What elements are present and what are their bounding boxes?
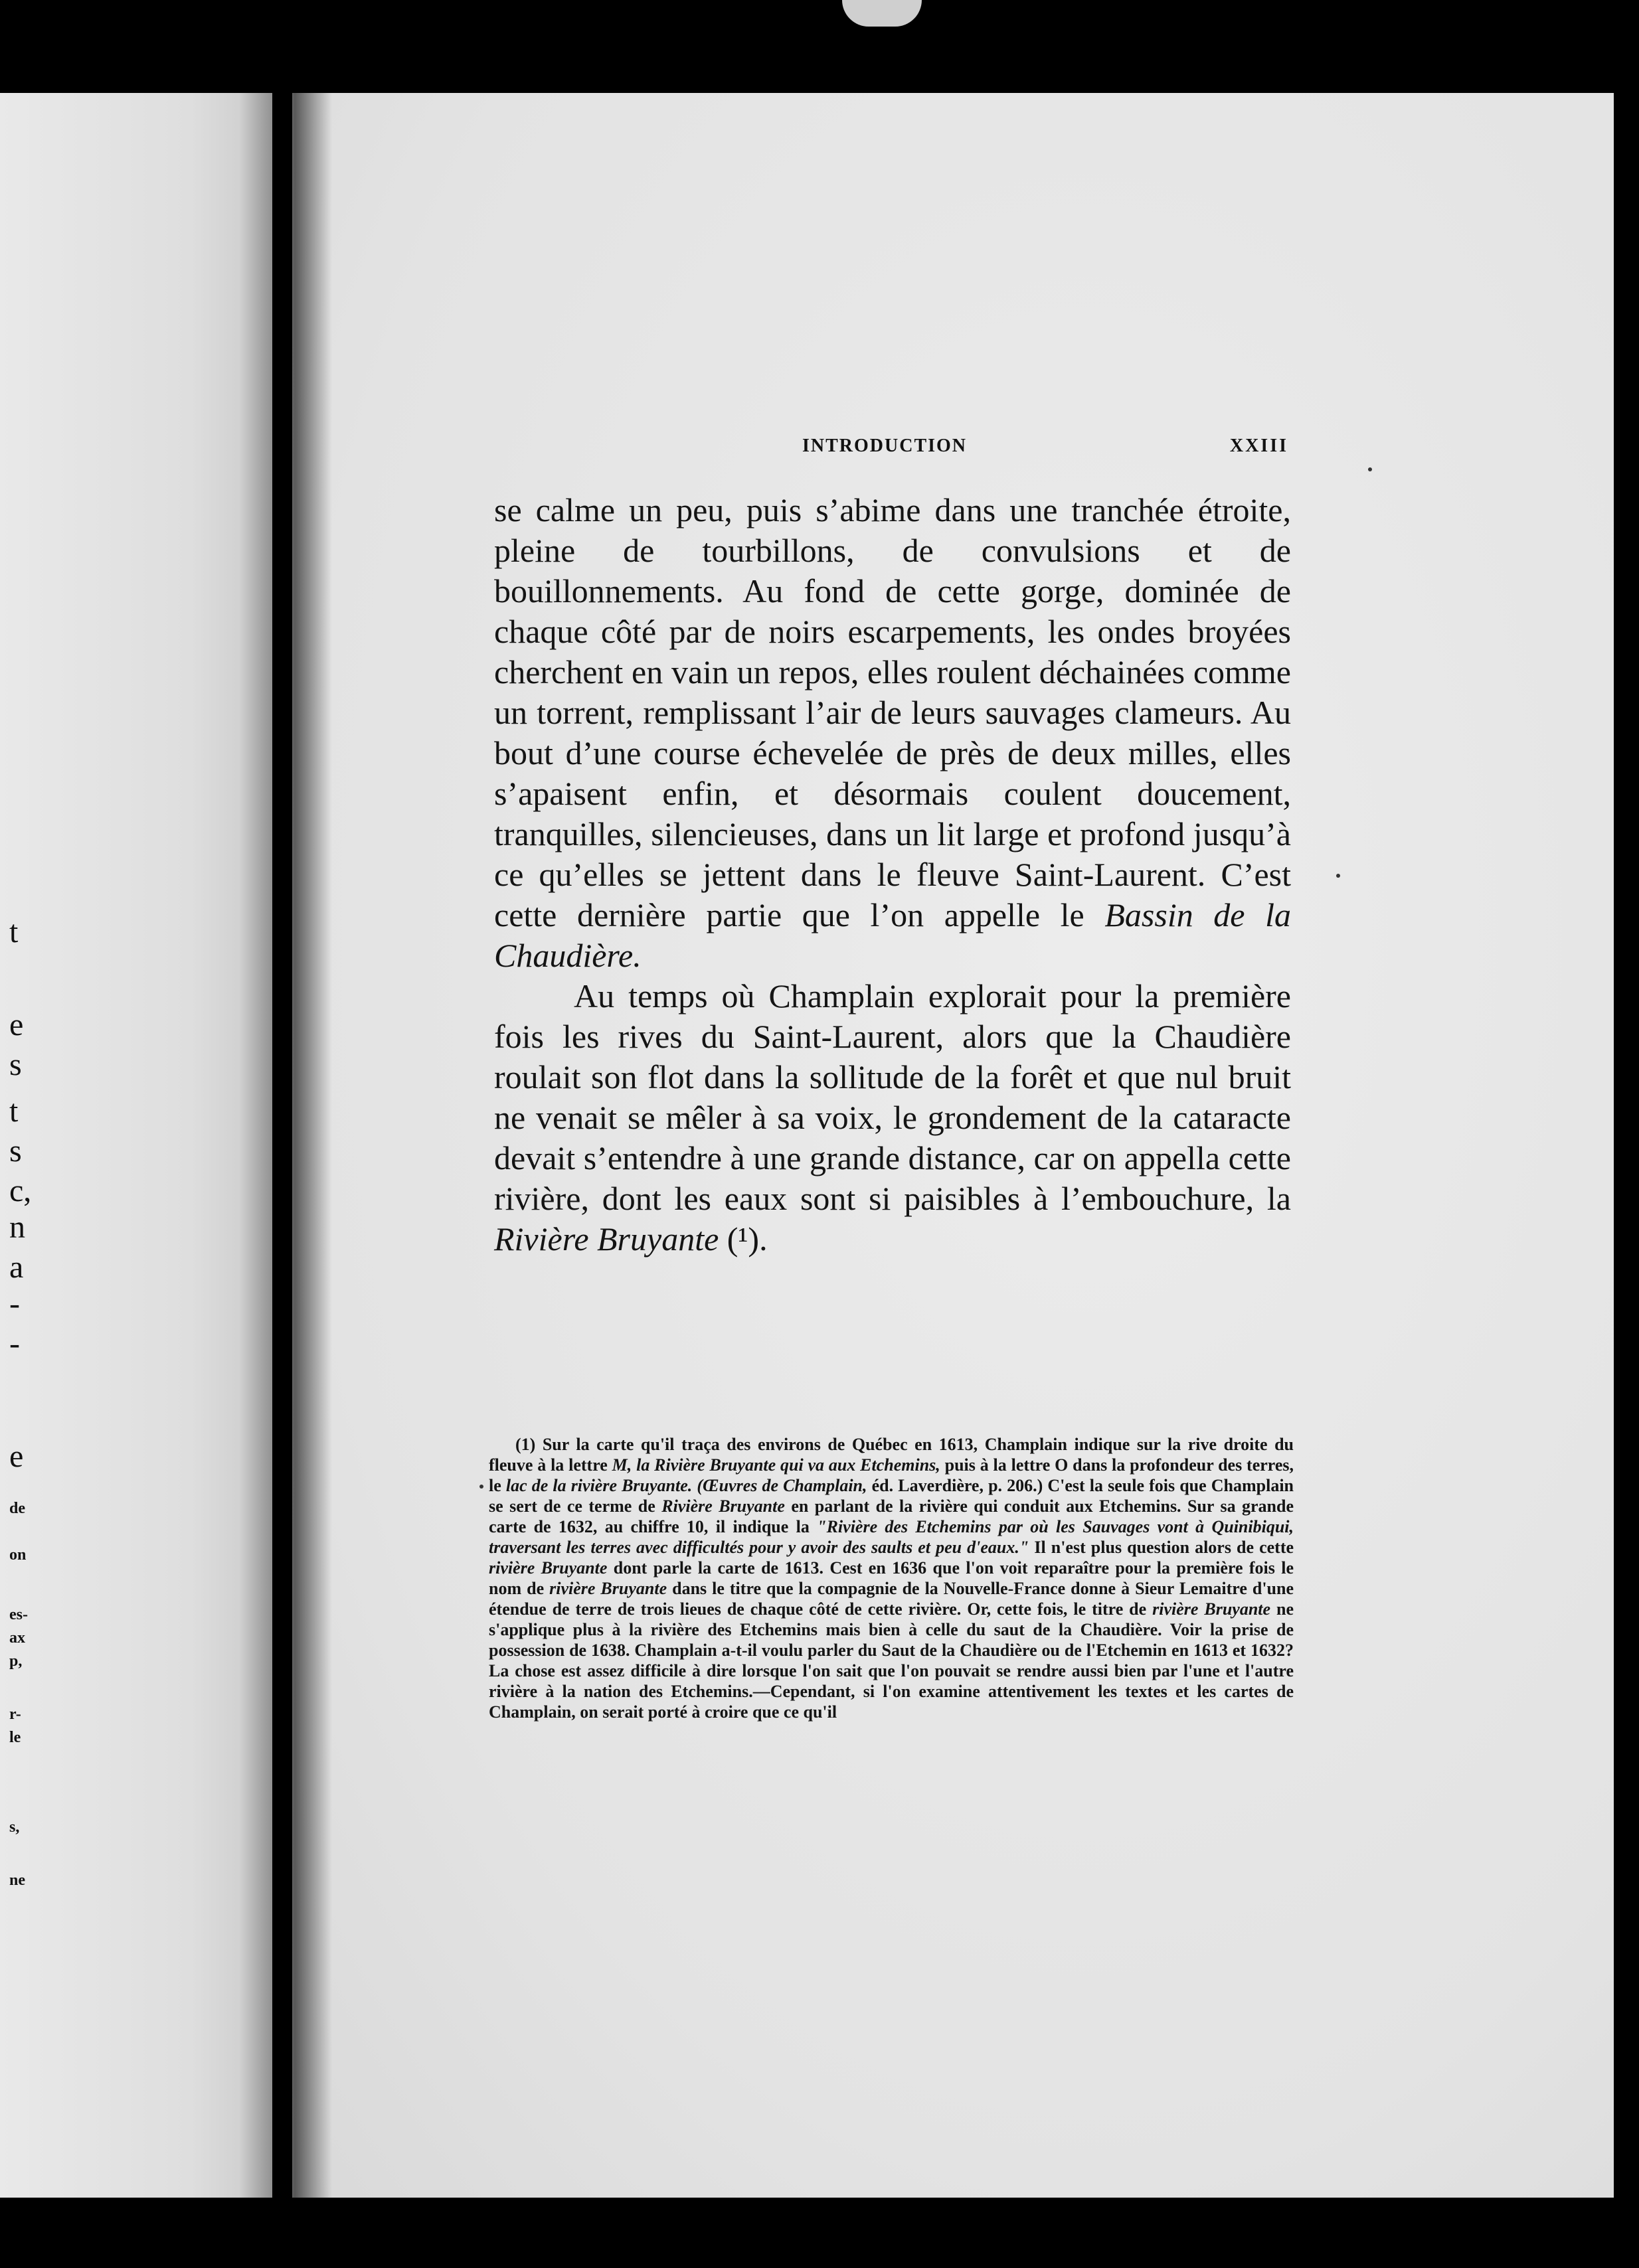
speck — [1368, 467, 1372, 471]
italic-term: Rivière Bruyante — [494, 1220, 719, 1257]
edge-fragment: ax — [9, 1629, 25, 1647]
facing-page — [0, 93, 272, 2198]
footnote-segment: Il n'est plus question alors de cette — [1034, 1538, 1294, 1557]
edge-fragment: t — [9, 1094, 19, 1129]
footnote — [489, 1434, 1294, 1722]
edge-fragment: es- — [9, 1606, 28, 1623]
edge-fragment: s — [9, 1133, 22, 1169]
italic-term: Bassin de la Chaudière. — [494, 896, 1291, 974]
page-number: XXIII — [1229, 436, 1288, 456]
edge-fragment: e — [9, 1007, 24, 1042]
footnote-segment: en parlant de la rivière qui conduit aux Etchemins. Sur sa grande carte de 1632, au chiffre 10, il indique la — [489, 1497, 1294, 1536]
edge-fragment: r- — [9, 1706, 21, 1723]
main-text — [494, 490, 1291, 1259]
edge-fragment: le — [9, 1729, 21, 1746]
footnote-italic: "Rivière des Etchemins par où les Sauvages vont à Quinibiqui, traversant les terres avec difficultés pour y avoir des saults et peu d'eaux." — [489, 1517, 1294, 1557]
gutter-shadow — [239, 93, 332, 2198]
edge-fragment: e — [9, 1439, 24, 1474]
scan-border — [0, 2198, 1639, 2268]
footnote-segment: ne s'applique plus à la rivière des Etchemins mais bien à celle du saut de la Chaudière. Voir la prise de possession de 1638. Champlain a-t-il voulu parler du Saut de la Chaudière ou de l'Etchemin en 1613 et 1632? La chose est assez difficile à dire lorsque l'on sait que l'on pouvait se rendre aussi bien par l'une et l'autre rivière à la nation des Etchemins.—Cependant, si l'on examine attentivement les textes et les cartes de Champlain, on serait porté à croire que ce qu'il — [489, 1599, 1294, 1722]
footnote-italic: lac de la rivière Bruyante. (Œuvres de Champlain, — [505, 1476, 867, 1495]
footnote-segment: (1) Sur la carte qu'il traça des environs de Québec en 1613, Champlain indique sur la rive droite du fleuve à la lettre — [489, 1435, 1294, 1475]
footnote-italic: rivière Bruyante — [489, 1558, 608, 1578]
footnote-segment: éd. Laverdière, p. 206.) C'est la seule fois que Champlain se sert de ce terme de — [489, 1476, 1294, 1516]
edge-fragment: n — [9, 1210, 25, 1245]
page-header — [797, 436, 1288, 462]
edge-fragment: p, — [9, 1653, 23, 1670]
footnote-text — [489, 1434, 1294, 1722]
edge-fragment: de — [9, 1500, 25, 1517]
edge-fragment: on — [9, 1546, 27, 1564]
footnote-italic: rivière Bruyante — [549, 1579, 667, 1598]
edge-fragment: a — [9, 1250, 24, 1285]
footnote-reference: (¹). — [727, 1220, 768, 1257]
edge-fragment: s, — [9, 1819, 20, 1836]
footnote-segment: dans le titre que la compagnie de la Nouvelle-France donne à Sieur Lemaitre d'une étendue de terre de trois lieues de chaque côté de cette rivière. Or, cette fois, le titre de — [489, 1579, 1294, 1619]
edge-fragment: - — [9, 1286, 20, 1321]
footnote-segment: dont parle la carte de 1613. Cest en 1636 que l'on voit reparaître pour la première fois le nom de — [489, 1558, 1294, 1598]
edge-fragment: c, — [9, 1173, 32, 1208]
footnote-italic: rivière Bruyante — [1152, 1599, 1271, 1619]
paragraph-text: se calme un peu, puis s’abime dans une tranchée étroite, pleine de tourbillons, de convulsions et de bouillonnements. Au fond de cette gorge, dominée de chaque côté par de noirs escarpements, les ondes broyées cherchent en vain un repos, elles roulent déchainées comme un torrent, remplissant l’air de leurs sauvages clameurs. Au bout d’une course échevelée de près de deux milles, elles s’apaisent enfin, et désormais coulent doucement, tranquilles, silencieuses, dans un lit large et profond jusqu’à ce qu’elles se jettent dans le fleuve Saint-Laurent. C’est cette dernière partie que l’on appelle le — [494, 491, 1291, 933]
paragraph — [494, 490, 1291, 976]
paragraph-text: Au temps où Champlain explorait pour la première fois les rives du Saint-Laurent, alors que la Chaudière roulait son flot dans la sollitude de la forêt et que nul bruit ne venait se mêler à sa voix, le grondement de la cataracte devait s’entendre à une grande distance, car on appella cette rivière, dont les eaux sont si paisibles à l’embouchure, la — [494, 977, 1291, 1217]
running-title: INTRODUCTION — [802, 436, 968, 456]
footnote-italic: M, la Rivière Bruyante qui va aux Etchemins, — [612, 1455, 940, 1475]
edge-fragment: s — [9, 1047, 22, 1082]
speck — [479, 1485, 483, 1489]
speck — [1336, 874, 1340, 878]
footnote-italic: Rivière Bruyante — [661, 1497, 785, 1516]
edge-fragment: ne — [9, 1872, 25, 1889]
edge-fragment: t — [9, 914, 19, 949]
edge-fragment: - — [9, 1326, 20, 1361]
scan-artifact — [842, 0, 922, 27]
paragraph — [494, 976, 1291, 1259]
footnote-segment: puis à la lettre O dans la profondeur des terres, le — [489, 1455, 1294, 1495]
